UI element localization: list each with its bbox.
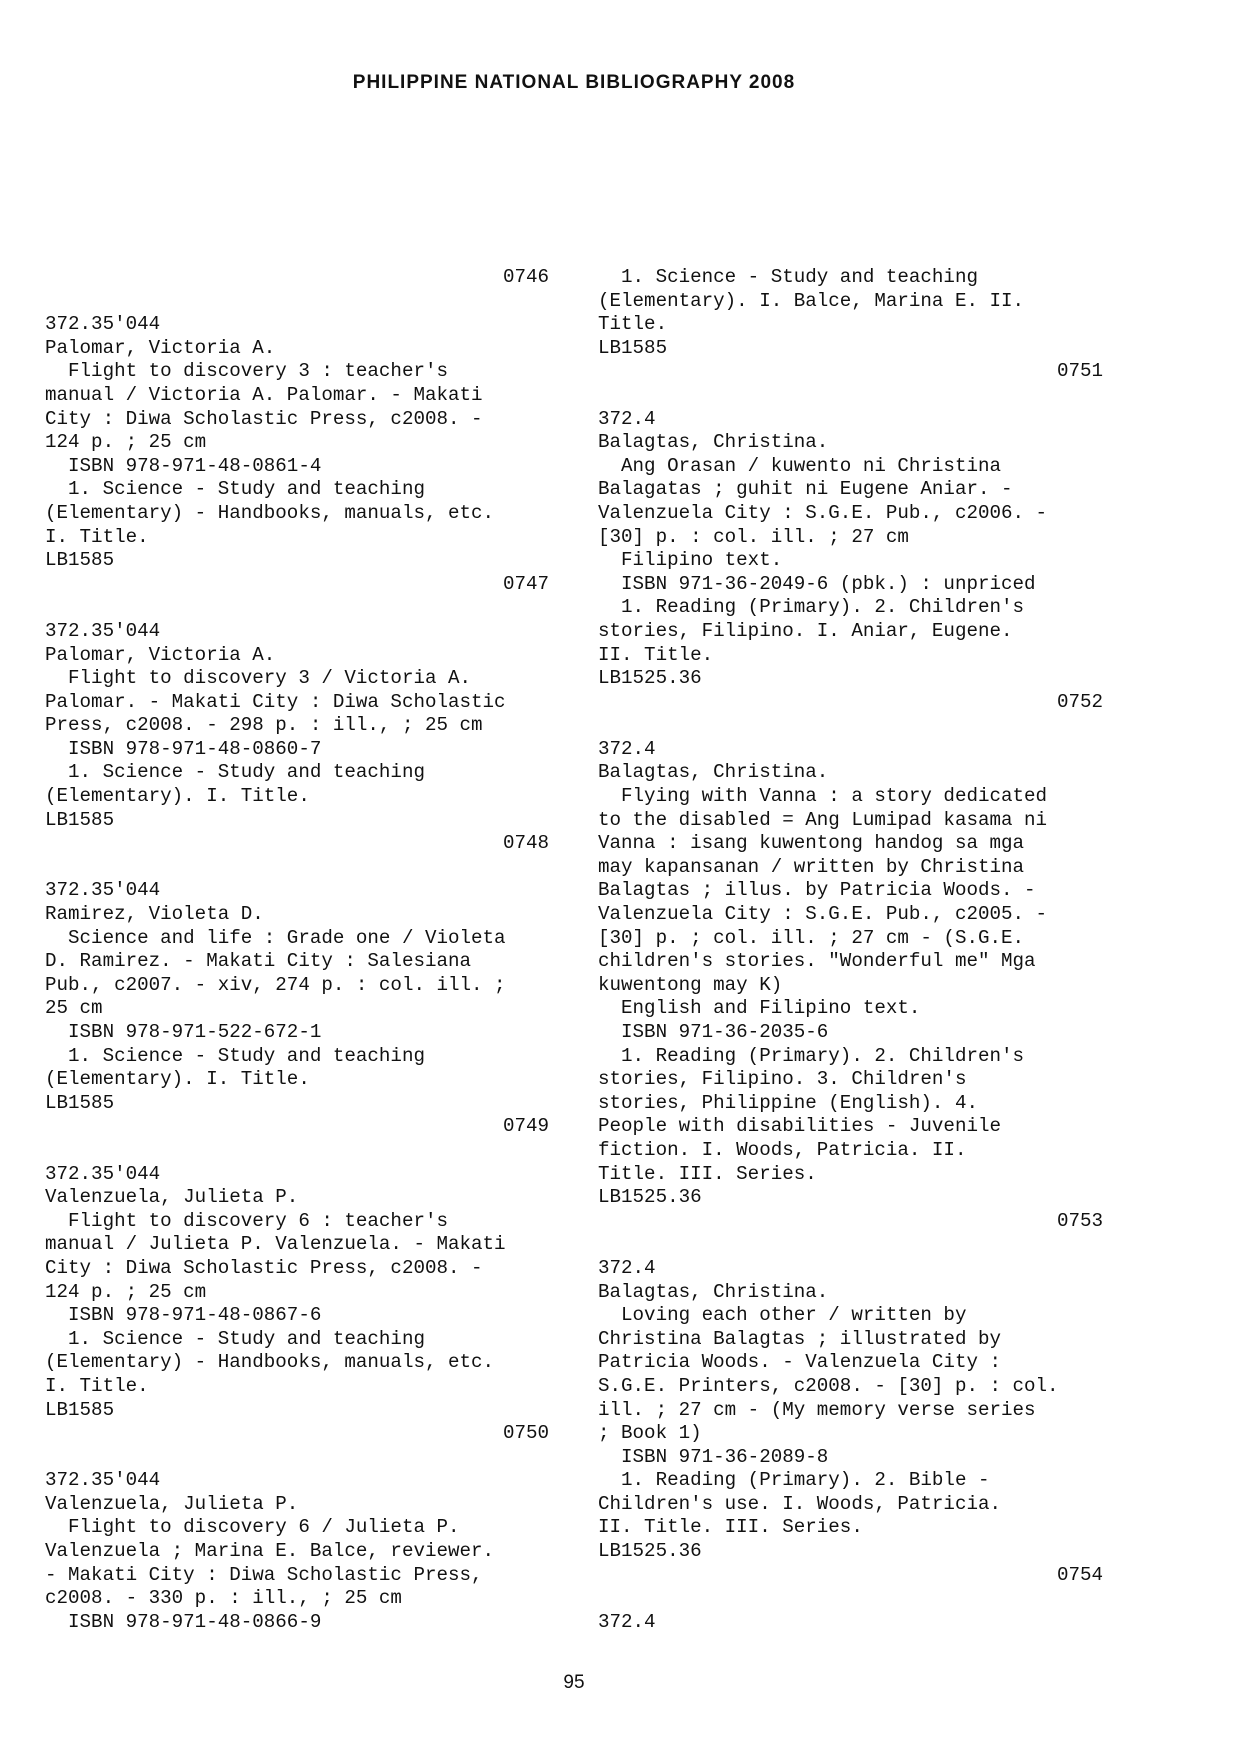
entry-text-line: Flight to discovery 3 : teacher's (45, 360, 449, 383)
entry-number: 0747 (502, 572, 549, 595)
entry-text-line: 372.4 (598, 1256, 656, 1279)
entry-text-line: LB1585 (45, 1091, 115, 1114)
entry-text-line: children's stories. "Wonderful me" Mga (598, 950, 1036, 973)
entry-text-line: (Elementary). I. Title. (45, 1068, 310, 1091)
entry-text-line: Valenzuela, Julieta P. (45, 1186, 299, 1209)
left-column (45, 266, 549, 1634)
entry-text-line: 1. Reading (Primary). 2. Children's (598, 596, 1025, 619)
entry-text-line: LB1525.36 (598, 1540, 702, 1563)
entry-text-line: ISBN 978-971-522-672-1 (45, 1021, 322, 1043)
blank-line (45, 596, 549, 620)
entry-text-line: Christina Balagtas ; illustrated by (598, 1327, 1002, 1350)
entry-text-line: 124 p. ; 25 cm (45, 431, 207, 454)
entry-text-line: Children's use. I. Woods, Patricia. (598, 1492, 1002, 1515)
entry-number: 0746 (502, 266, 549, 288)
entry-text-line: City : Diwa Scholastic Press, c2008. - (45, 1256, 483, 1279)
entry-text-line: Balagtas, Christina. (598, 761, 829, 784)
blank-line (598, 1587, 1103, 1611)
entry-text-line: Flight to discovery 6 : teacher's (45, 1209, 449, 1232)
entry-text-line: ISBN 971-36-2049-6 (pbk.) : unpriced (598, 572, 1036, 595)
page-header-title: PHILIPPINE NATIONAL BIBLIOGRAPHY 2008 (352, 72, 796, 93)
entry-number: 0750 (502, 1422, 549, 1445)
blank-line (45, 856, 549, 880)
entry-text-line: (Elementary) - Handbooks, manuals, etc. (45, 1351, 495, 1374)
entry-text-line: LB1525.36 (598, 1186, 702, 1209)
entry-text-line: LB1585 (45, 1398, 115, 1421)
entry-text-line: Balagtas, Christina. (598, 431, 829, 454)
blank-line (598, 1233, 1103, 1257)
entry-text-line: ; Book 1) (598, 1422, 702, 1445)
entry-text-line: fiction. I. Woods, Patricia. II. (598, 1138, 967, 1161)
entry-text-line: Valenzuela City : S.G.E. Pub., c2005. - (598, 903, 1048, 926)
entry-text-line: City : Diwa Scholastic Press, c2008. - (45, 407, 483, 430)
entry-text-line: (Elementary). I. Balce, Marina E. II. (598, 289, 1025, 312)
entry-text-line: Balagatas ; guhit ni Eugene Aniar. - (598, 478, 1013, 501)
entry-text-line: Flight to discovery 6 / Julieta P. (45, 1516, 460, 1539)
blank-line (45, 1139, 549, 1163)
entry-text-line: Palomar. - Makati City : Diwa Scholastic (45, 690, 506, 713)
entry-text-line: Title. (598, 313, 668, 336)
entry-text-line: English and Filipino text. (598, 997, 921, 1020)
entry-text-line: kuwentong may K) (598, 973, 783, 996)
entry-text-line: 372.35'044 (45, 879, 161, 902)
entry-text-line: Valenzuela City : S.G.E. Pub., c2006. - (598, 501, 1048, 524)
entry-text-line: I. Title. (45, 1374, 149, 1397)
entry-text-line: II. Title. (598, 643, 714, 666)
entry-text-line: Patricia Woods. - Valenzuela City : (598, 1351, 1002, 1374)
entry-text-line: LB1525.36 (598, 667, 702, 690)
entry-text-line: Balagtas, Christina. (598, 1280, 829, 1303)
entry-text-line: 372.4 (598, 737, 656, 760)
entry-number: 0752 (1056, 690, 1103, 713)
entry-text-line: LB1585 (45, 808, 115, 831)
entry-text-line: ill. ; 27 cm - (My memory verse series (598, 1398, 1036, 1421)
entry-text-line: 372.4 (598, 407, 656, 430)
entry-text-line: Title. III. Series. (598, 1162, 817, 1185)
entry-text-line: Ramirez, Violeta D. (45, 903, 264, 926)
right-column (598, 266, 1103, 1634)
entry-text-line: to the disabled = Ang Lumipad kasama ni (598, 808, 1048, 831)
entry-text-line: 372.35'044 (45, 619, 161, 642)
entry-text-line: manual / Victoria A. Palomar. - Makati (45, 383, 483, 406)
entry-text-line: 372.35'044 (45, 1162, 161, 1185)
entry-text-line: ISBN 971-36-2035-6 (598, 1021, 829, 1043)
entry-text-line: 372.4 (598, 1610, 656, 1633)
entry-text-line: 124 p. ; 25 cm (45, 1280, 207, 1303)
entry-text-line: S.G.E. Printers, c2008. - [30] p. : col. (598, 1374, 1059, 1397)
entry-text-line: stories, Filipino. 3. Children's (598, 1068, 967, 1091)
blank-line (598, 714, 1103, 738)
entry-text-line: stories, Philippine (English). 4. (598, 1091, 978, 1114)
entry-text-line: ISBN 971-36-2089-8 (598, 1445, 829, 1468)
entry-text-line: 1. Reading (Primary). 2. Children's (598, 1044, 1025, 1067)
entry-text-line: 1. Science - Study and teaching (45, 761, 425, 784)
entry-text-line: ISBN 978-971-48-0866-9 (45, 1610, 322, 1633)
entry-text-line: People with disabilities - Juvenile (598, 1115, 1002, 1138)
entry-text-line: II. Title. III. Series. (598, 1516, 863, 1539)
entry-text-line: Press, c2008. - 298 p. : ill., ; 25 cm (45, 714, 483, 737)
entry-text-line: Palomar, Victoria A. (45, 643, 276, 666)
entry-text-line: Science and life : Grade one / Violeta (45, 926, 506, 949)
page-number: 95 (563, 1672, 585, 1693)
entry-text-line: ISBN 978-971-48-0861-4 (45, 454, 322, 477)
blank-line (598, 384, 1103, 408)
entry-text-line: Vanna : isang kuwentong handog sa mga (598, 832, 1025, 855)
entry-text-line: 1. Science - Study and teaching (45, 1327, 425, 1350)
entry-text-line: I. Title. (45, 525, 149, 548)
entry-text-line: 1. Science - Study and teaching (598, 266, 978, 288)
entry-text-line: c2008. - 330 p. : ill., ; 25 cm (45, 1587, 402, 1610)
entry-text-line: stories, Filipino. I. Aniar, Eugene. (598, 619, 1013, 642)
blank-line (45, 290, 549, 314)
entry-text-line: 372.35'044 (45, 1469, 161, 1492)
entry-text-line: (Elementary). I. Title. (45, 785, 310, 808)
entry-text-line: 1. Science - Study and teaching (45, 478, 425, 501)
entry-text-line: 1. Reading (Primary). 2. Bible - (598, 1469, 990, 1492)
entry-text-line: [30] p. : col. ill. ; 27 cm (598, 525, 909, 548)
entry-text-line: Filipino text. (598, 549, 783, 572)
entry-text-line: Ang Orasan / kuwento ni Christina (598, 454, 1002, 477)
entry-text-line: - Makati City : Diwa Scholastic Press, (45, 1563, 483, 1586)
entry-text-line: Palomar, Victoria A. (45, 336, 276, 359)
entry-text-line: D. Ramirez. - Makati City : Salesiana (45, 950, 472, 973)
entry-text-line: (Elementary) - Handbooks, manuals, etc. (45, 501, 495, 524)
entry-text-line: Balagtas ; illus. by Patricia Woods. - (598, 879, 1036, 902)
entry-text-line: may kapansanan / written by Christina (598, 855, 1025, 878)
entry-number: 0748 (502, 832, 549, 855)
entry-text-line: LB1585 (598, 336, 668, 359)
entry-text-line: 372.35'044 (45, 313, 161, 336)
entry-text-line: 25 cm (45, 997, 103, 1020)
entry-number: 0749 (502, 1115, 549, 1138)
entry-text-line: manual / Julieta P. Valenzuela. - Makati (45, 1233, 506, 1256)
entry-number: 0753 (1056, 1209, 1103, 1232)
entry-text-line: Pub., c2007. - xiv, 274 p. : col. ill. ; (45, 973, 506, 996)
entry-number: 0754 (1056, 1563, 1103, 1586)
blank-line (45, 1446, 549, 1470)
entry-number: 0751 (1056, 360, 1103, 383)
entry-text-line: 1. Science - Study and teaching (45, 1044, 425, 1067)
entry-text-line: Flying with Vanna : a story dedicated (598, 785, 1048, 808)
entry-text-line: Flight to discovery 3 / Victoria A. (45, 667, 472, 690)
entry-text-line: Loving each other / written by (598, 1304, 967, 1327)
entry-text-line: ISBN 978-971-48-0867-6 (45, 1304, 322, 1327)
entry-text-line: LB1585 (45, 549, 115, 572)
entry-text-line: ISBN 978-971-48-0860-7 (45, 737, 322, 760)
entry-text-line: Valenzuela ; Marina E. Balce, reviewer. (45, 1540, 495, 1563)
entry-text-line: [30] p. ; col. ill. ; 27 cm - (S.G.E. (598, 926, 1025, 949)
entry-text-line: Valenzuela, Julieta P. (45, 1492, 299, 1515)
